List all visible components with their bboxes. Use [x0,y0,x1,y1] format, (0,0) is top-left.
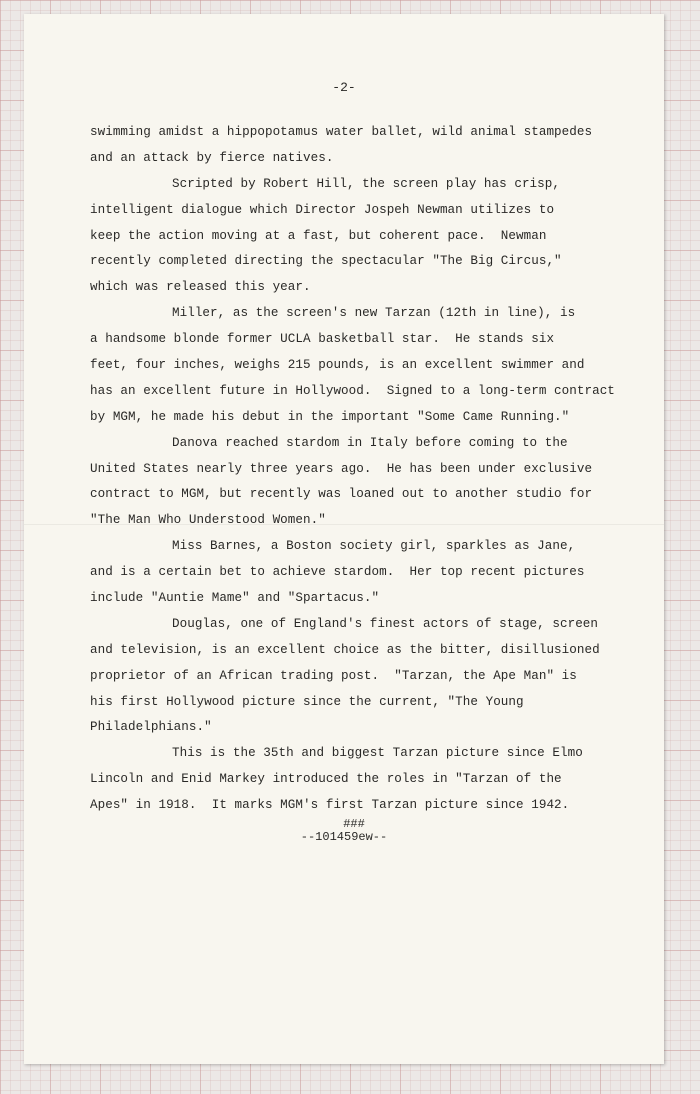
paragraph-start-line: Douglas, one of England's finest actors of stage, screen [172,616,599,631]
text-line: Philadelphians." [90,720,212,735]
text-line: has an excellent future in Hollywood. Signed to a long-term contract [90,383,615,398]
press-release-body [90,120,650,819]
text-line: swimming amidst a hippopotamus water ballet, wild animal stampedes [90,125,593,139]
page-number: -2- [332,80,356,95]
text-line: feet, four inches, weighs 215 pounds, is an excellent swimmer and [90,358,585,373]
text-line: include "Auntie Mame" and "Spartacus." [90,591,380,606]
end-mark: ### [343,817,365,831]
text-line: and an attack by fierce natives. [90,150,334,165]
text-line: recently completed directing the spectacular "The Big Circus," [90,254,562,269]
text-line: and television, is an excellent choice as the bitter, disillusioned [90,642,600,657]
text-line: keep the action moving at a fast, but coherent pace. Newman [90,228,547,243]
paragraph-start-line: Scripted by Robert Hill, the screen play has crisp, [172,176,560,191]
paragraph-start-line: Miss Barnes, a Boston society girl, sparkles as Jane, [172,539,576,554]
text-line: which was released this year. [90,280,311,295]
text-line: Apes" in 1918. It marks MGM's first Tarzan picture since 1942. [90,798,570,813]
text-line: Lincoln and Enid Markey introduced the roles in "Tarzan of the [90,772,562,787]
text-line: United States nearly three years ago. He has been under exclusive [90,461,593,476]
text-line: "The Man Who Understood Women." [90,513,326,528]
text-line: proprietor of an African trading post. "Tarzan, the Ape Man" is [90,668,577,683]
text-line: and is a certain bet to achieve stardom. Her top recent pictures [90,565,585,580]
paragraph-start-line: Danova reached stardom in Italy before coming to the [172,435,568,450]
end-of-release-marks [24,818,664,844]
text-line: by MGM, he made his debut in the important "Some Came Running." [90,409,570,424]
text-line: a handsome blonde former UCLA basketball star. He stands six [90,332,555,347]
paragraph-start-line: Miller, as the screen's new Tarzan (12th in line), is [172,306,576,321]
paragraph-start-line: This is the 35th and biggest Tarzan picture since Elmo [172,746,583,761]
text-line: contract to MGM, but recently was loaned out to another studio for [90,487,593,502]
file-code: --101459ew-- [300,830,388,844]
text-line: his first Hollywood picture since the current, "The Young [90,694,524,709]
typed-page [24,14,664,1064]
text-line: intelligent dialogue which Director Jospeh Newman utilizes to [90,202,555,217]
